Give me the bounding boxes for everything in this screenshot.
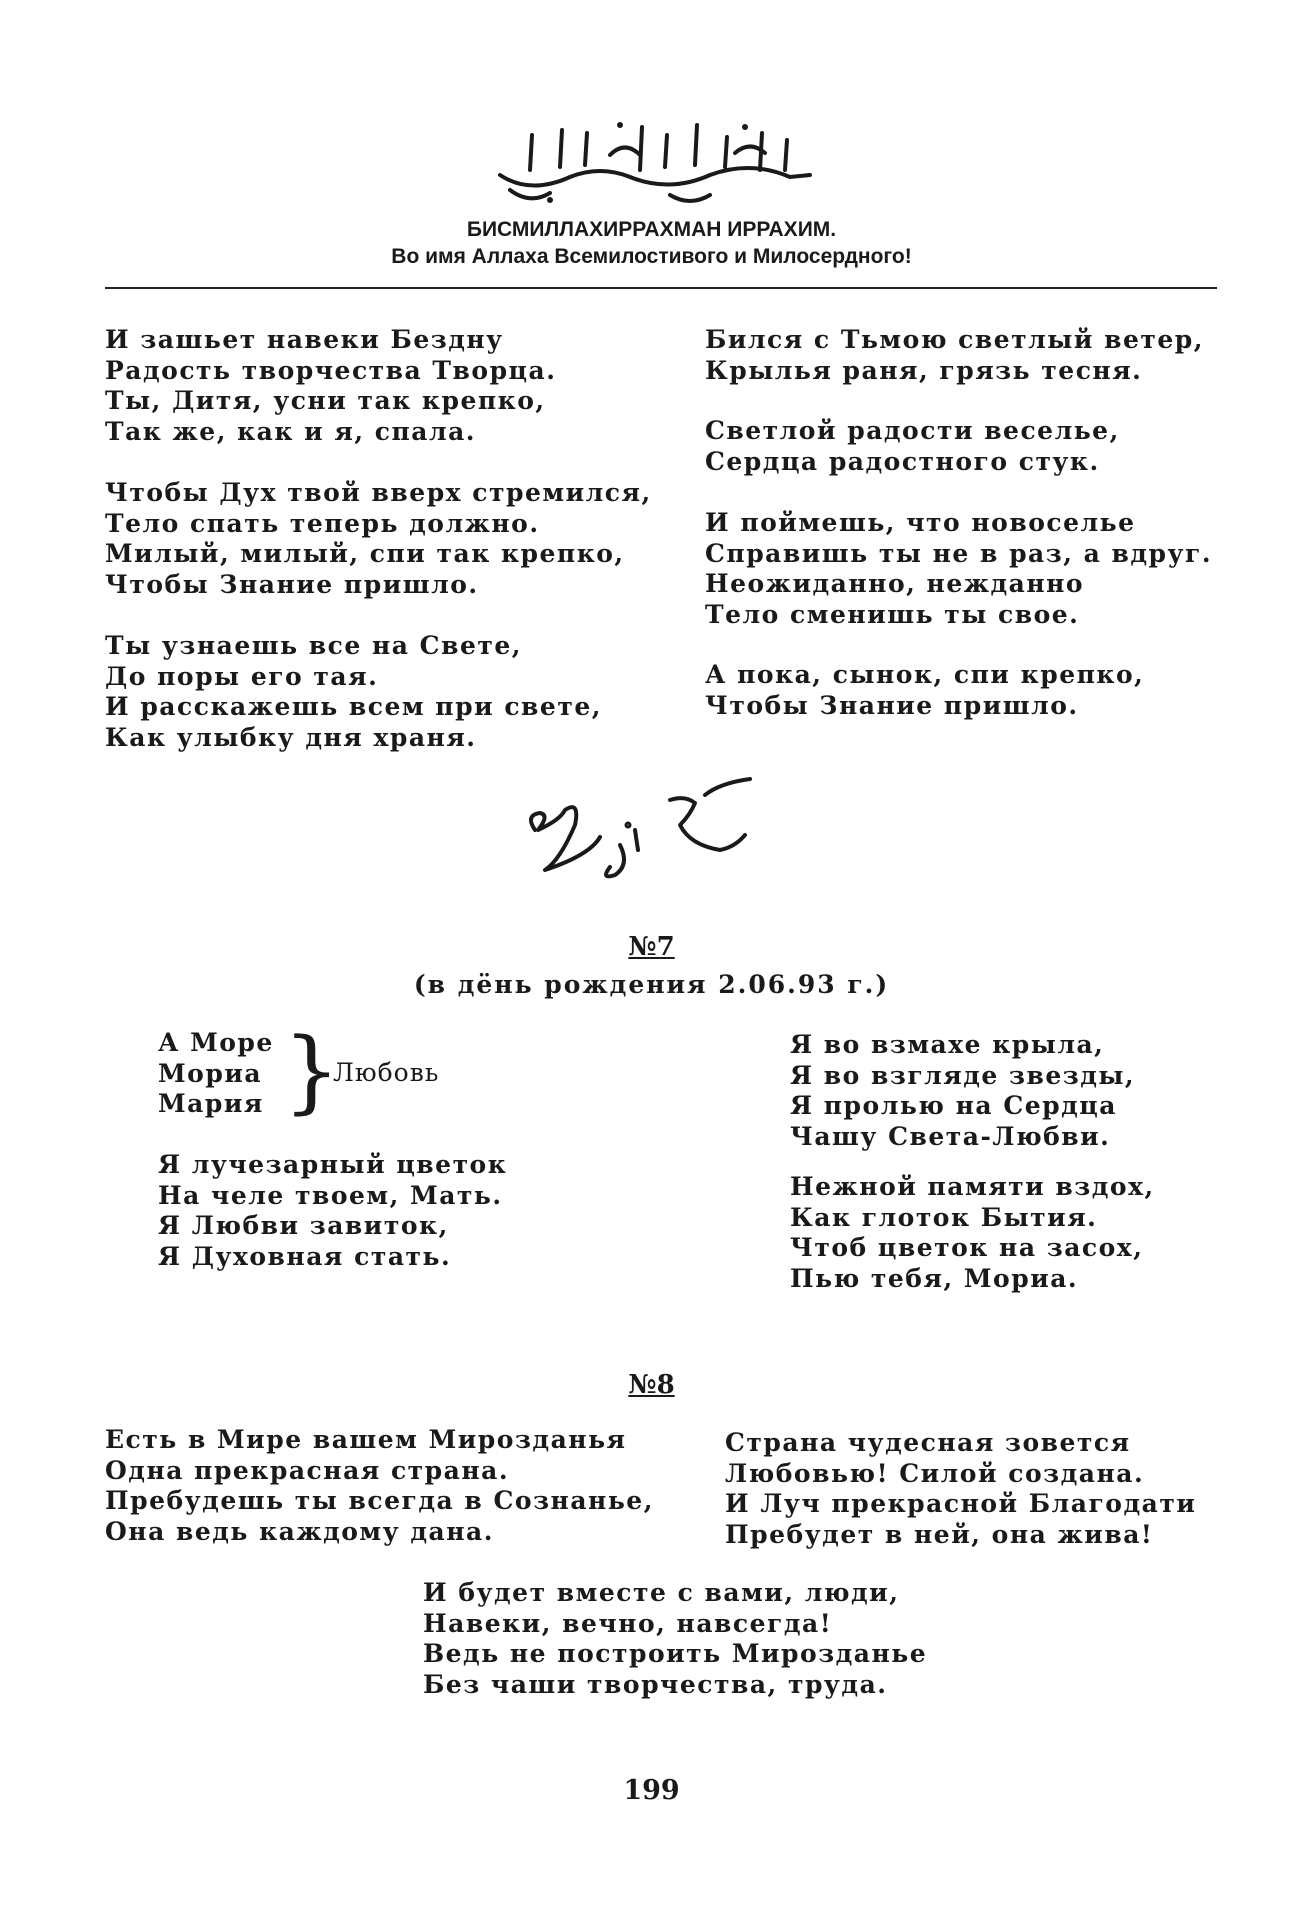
brace-label: Любовь bbox=[333, 1058, 440, 1087]
verse-line: Сердца радостного стук. bbox=[705, 446, 1100, 476]
verse-line: Я пролью на Сердца bbox=[790, 1091, 1117, 1120]
verse-line: Радость творчества Творца. bbox=[105, 355, 557, 385]
verse-line: Я Любви завиток, bbox=[158, 1211, 449, 1240]
verse-line: Ведь не построить Мирозданье bbox=[423, 1639, 928, 1668]
verse-line: И будет вместе с вами, люди, bbox=[423, 1578, 900, 1607]
poem8-left-stanza bbox=[105, 1425, 654, 1547]
verse-line: Страна чудесная зовется bbox=[725, 1428, 1131, 1457]
verse-line: И Луч прекрасной Благодати bbox=[725, 1489, 1197, 1518]
verse-line: Я во взгляде звезды, bbox=[790, 1060, 1136, 1090]
verse-line: Чтобы Знание пришло. bbox=[705, 690, 1079, 720]
verse-line: До поры его тая. bbox=[105, 661, 379, 691]
verse-line: Мориа bbox=[158, 1058, 263, 1088]
verse-line: Я лучезарный цветок bbox=[158, 1150, 508, 1179]
verse-line: На челе твоем, Мать. bbox=[158, 1180, 503, 1210]
verse-line: Любовью! Силой создана. bbox=[725, 1458, 1145, 1488]
verse-line: Чтоб цветок на засох, bbox=[790, 1233, 1144, 1262]
verse-line: Милый, милый, спи так крепко, bbox=[105, 539, 625, 568]
header-divider bbox=[105, 287, 1217, 289]
bismillah-calligraphy bbox=[490, 115, 820, 210]
verse-line: И поймешь, что новоселье bbox=[705, 508, 1136, 537]
poem6-left-stanza-1 bbox=[105, 325, 556, 447]
verse-line: И расскажешь всем при свете, bbox=[105, 692, 602, 721]
verse-line: Она ведь каждому дана. bbox=[105, 1516, 494, 1546]
verse-line: Как улыбку дня храня. bbox=[105, 722, 477, 752]
poem7-right-stanza-2 bbox=[790, 1172, 1155, 1294]
poem6-right-stanza-3 bbox=[705, 508, 1212, 630]
poem8-center-stanza bbox=[423, 1578, 927, 1700]
verse-line: Я во взмахе крыла, bbox=[790, 1030, 1105, 1059]
poem7-number: №7 bbox=[628, 932, 675, 962]
verse-line: Так же, как и я, спала. bbox=[105, 416, 476, 446]
verse-line: Как глоток Бытия. bbox=[790, 1202, 1098, 1232]
verse-line: Мария bbox=[158, 1089, 264, 1118]
verse-line: Без чаши творчества, труда. bbox=[423, 1669, 888, 1699]
verse-line: Тело сменишь ты свое. bbox=[705, 599, 1080, 629]
verse-line: Пребудет в ней, она жива! bbox=[725, 1519, 1154, 1549]
poem6-right-stanza-1 bbox=[705, 325, 1204, 386]
verse-line: Пребудешь ты всегда в Сознанье, bbox=[105, 1486, 654, 1515]
verse-line: Есть в Мире вашем Мирозданья bbox=[105, 1425, 627, 1454]
verse-line: Одна прекрасная страна. bbox=[105, 1455, 510, 1485]
header-title: БИСМИЛЛАХИРРАХМАН ИРРАХИМ. bbox=[466, 218, 837, 241]
poem8-right-stanza bbox=[725, 1428, 1196, 1550]
verse-line: А Море bbox=[158, 1028, 274, 1057]
poem8-number: №8 bbox=[628, 1370, 675, 1400]
verse-line: Чтобы Знание пришло. bbox=[105, 569, 479, 599]
verse-line: Навеки, вечно, навсегда! bbox=[423, 1608, 833, 1638]
handwritten-signature bbox=[520, 775, 770, 885]
verse-line: Нежной памяти вздох, bbox=[790, 1172, 1155, 1201]
poem7-brace-lines bbox=[158, 1028, 274, 1120]
verse-line: Чтобы Дух твой вверх стремился, bbox=[105, 478, 652, 507]
verse-line: Я Духовная стать. bbox=[158, 1241, 452, 1271]
verse-line: Светлой радости веселье, bbox=[705, 416, 1120, 445]
verse-line: Тело спать теперь должно. bbox=[105, 508, 540, 538]
poem7-dedication: (в дёнь рождения 2.06.93 г.) bbox=[413, 970, 890, 999]
verse-line: Справишь ты не в раз, а вдруг. bbox=[705, 538, 1213, 568]
poem6-left-stanza-2 bbox=[105, 478, 652, 600]
poem7-left-stanza bbox=[158, 1150, 507, 1272]
verse-line: Бился с Тьмою светлый ветер, bbox=[705, 325, 1204, 354]
curly-brace-glyph: } bbox=[283, 1019, 341, 1124]
poem6-right-stanza-2 bbox=[705, 416, 1120, 477]
verse-line: А пока, сынок, спи крепко, bbox=[705, 660, 1145, 689]
poem6-right-stanza-4 bbox=[705, 660, 1144, 721]
verse-line: И зашьет навеки Бездну bbox=[105, 325, 504, 354]
poem6-left-stanza-3 bbox=[105, 631, 602, 753]
verse-line: Крылья раня, грязь тесня. bbox=[705, 355, 1143, 385]
verse-line: Неожиданно, нежданно bbox=[705, 569, 1085, 598]
header-subtitle: Во имя Аллаха Всемилостивого и Милосердного! bbox=[391, 245, 912, 268]
verse-line: Ты, Дитя, усни так крепко, bbox=[105, 386, 546, 415]
poem7-right-stanza-1 bbox=[790, 1030, 1135, 1152]
verse-line: Пью тебя, Мориа. bbox=[790, 1263, 1079, 1293]
page-number: 199 bbox=[623, 1775, 680, 1806]
verse-line: Ты узнаешь все на Свете, bbox=[105, 631, 522, 660]
verse-line: Чашу Света-Любви. bbox=[790, 1121, 1111, 1151]
